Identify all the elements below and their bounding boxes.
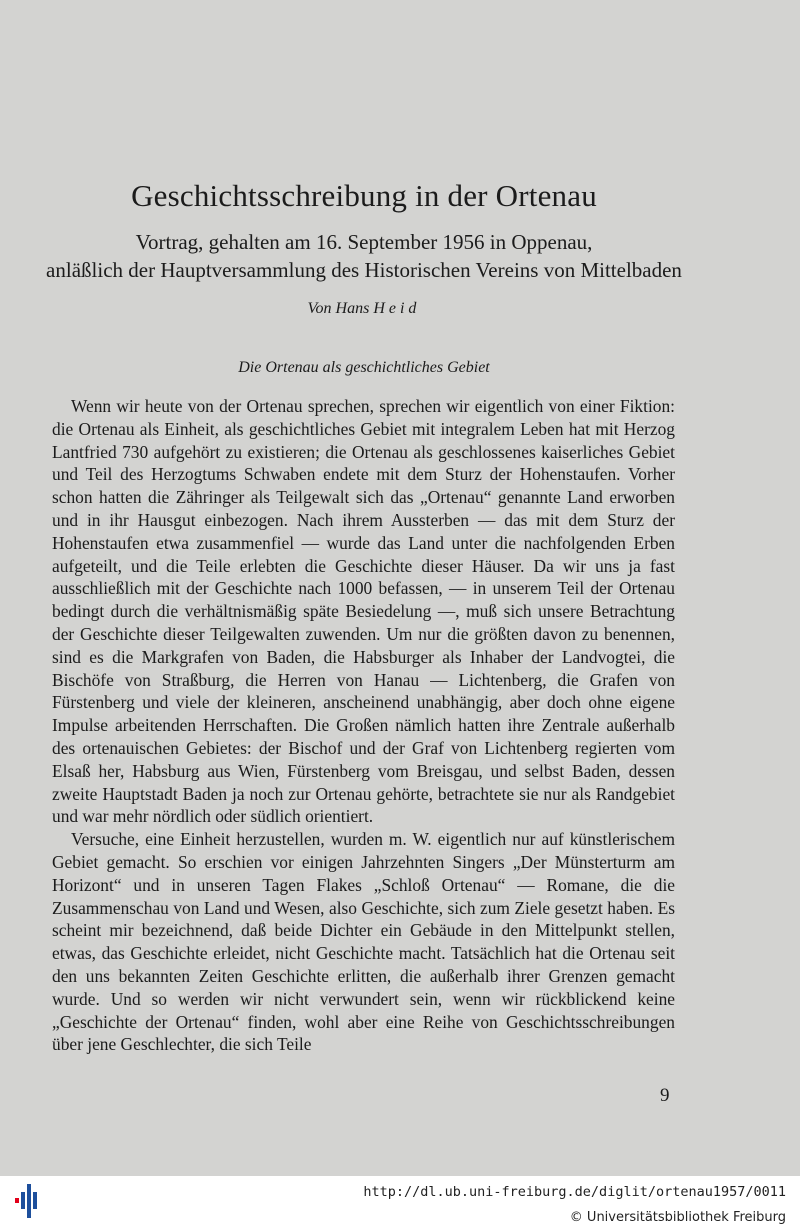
subtitle-line-1: Vortrag, gehalten am 16. September 1956 in Oppenau, (135, 230, 593, 254)
subtitle-line-2: anläßlich der Hauptversammlung des Historischen Vereins von Mittelbaden (46, 258, 682, 282)
author-prefix: Von Hans (307, 300, 370, 317)
document-title: Geschichtsschreibung in der Ortenau (131, 178, 597, 213)
page-number: 9 (660, 1085, 670, 1106)
paragraph-1: Wenn wir heute von der Ortenau sprechen, sprechen wir eigentlich von einer Fiktion: die Ortenau als Einheit, als geschichtliches Gebiet mit integralem Leben hat mit Herzog Lantfried 730 aufgehört zu existieren; die Ortenau als geschlossenes kaiserliches Gebiet und Teil des Herzogtums Schwaben endete mit dem Sturz der Hohenstaufen. Vorher schon hatten die Zähringer als Teilgewalt sich das „Ortenau“ genannte Land erworben und in ihr Hausgut einbezogen. Nach ihrem Aussterben — das mit dem Sturz der Hohenstaufen etwa zusammenfiel — wurde das Land unter die nachfolgenden Erben aufgeteilt, und die Teile erlebten die Geschichte dieser Häuser. Da wir uns ja fast ausschließlich mit der Geschichte nach 1000 befassen, — in unserem Teil der Ortenau bedingt durch die verhältnismäßig späte Besiedelung —, muß sich unsere Betrachtung der Geschichte dieser Teilgewalten zuwenden. Um nur die größten davon zu benennen, sind es die Markgrafen von Baden, die Habsburger als Inhaber der Landvogtei, die Bischöfe von Straßburg, die Herren von Hanau — Lichtenberg, die Grafen von Fürstenberg und viele der kleineren, anscheinend unabhängig, aber doch ohne eigene Impulse arbeitenden Herrschaften. Die Großen nämlich hatten ihre Zentrale außerhalb des ortenauischen Gebietes: der Bischof und der Graf von Lichtenberg regierten vom Elsaß her, Habsburg aus Wien, Fürstenberg vom Breisgau, und selbst Baden, dessen zweite Hauptstadt Baden ja noch zur Ortenau gehörte, betrachtete sie nur als Randgebiet und war mehr nördlich oder südlich orientiert. (52, 396, 675, 827)
author-line (0, 297, 728, 321)
author-name: Heid (373, 300, 421, 317)
ub-freiburg-logo-icon (12, 1176, 42, 1232)
section-heading: Die Ortenau als geschichtliches Gebiet (238, 359, 490, 376)
body-text (52, 395, 675, 1056)
source-url[interactable]: http://dl.ub.uni-freiburg.de/diglit/ortenau1957/0011 (363, 1184, 786, 1200)
footer-bar (0, 1176, 800, 1232)
document-subtitle (0, 228, 728, 284)
copyright-notice: © Universitätsbibliothek Freiburg (569, 1210, 786, 1225)
paragraph-2: Versuche, eine Einheit herzustellen, wurden m. W. eigentlich nur auf künstlerischem Gebiet gemacht. So erschien vor einigen Jahrzehnten Singers „Der Münsterturm am Horizont“ und in unseren Tagen Flakes „Schloß Ortenau“ — Romane, die die Zusammenschau von Land und Wesen, also Geschichte, sich zum Ziele gesetzt haben. Es scheint mir bezeichnend, daß beide Dichter ein Gebäude in den Mittelpunkt stellen, etwas, das Geschichte erleidet, nicht Geschichte macht. Tatsächlich hat die Ortenau seit den uns bekannten Zeiten Geschichte erlitten, die außerhalb ihrer Grenzen gemacht wurde. Und so werden wir nicht verwundert sein, wenn wir rückblickend keine „Geschichte der Ortenau“ finden, wohl aber eine Reihe von Geschichtsschreibungen über jene Geschlechter, die sich Teile (52, 829, 675, 1055)
